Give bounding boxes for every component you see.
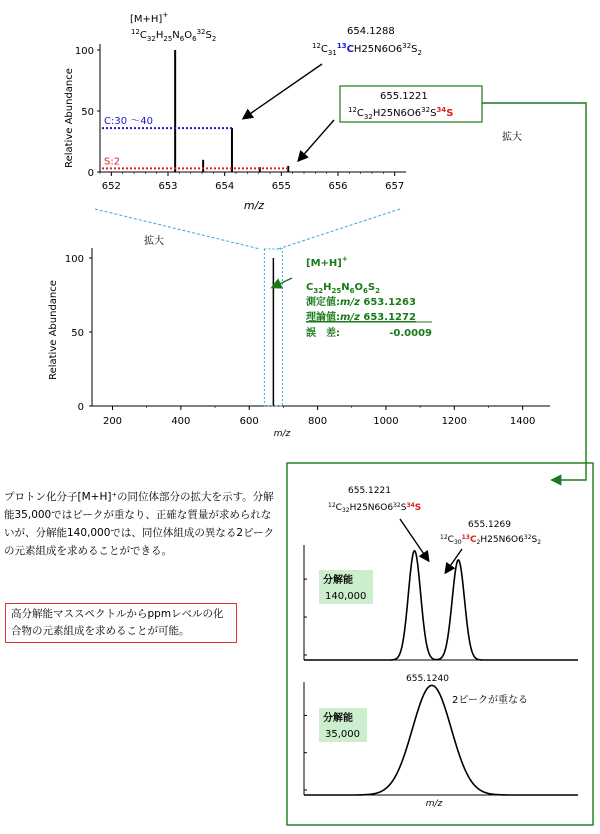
res-high-value: 140,000 xyxy=(325,591,367,602)
top-ion-label: [M+H]+ xyxy=(130,11,169,25)
zoom-merged-note: 2ピークが重なる xyxy=(452,695,528,706)
top-x-tick-label: 657 xyxy=(385,181,405,192)
zoom-merged-mz: 655.1240 xyxy=(406,674,449,684)
mid-x-tick-label: 200 xyxy=(102,416,123,427)
top-ion-formula: $^{12}C_{32}H_{25}N_6O_6^{32}S_2$ xyxy=(131,28,217,43)
mid-ann-theory: 理論値:m/z 653.1272 xyxy=(306,312,416,323)
zoom-peakB-mz: 655.1269 xyxy=(468,520,511,530)
mid-chart-xlabel: m/z xyxy=(273,429,291,439)
top-peak1-formula: $^{12}C_{31}^{13}CH25N6O6^{32}S_2$ xyxy=(312,42,422,57)
res-high-label: 分解能 xyxy=(323,575,353,586)
top-x-tick-label: 655 xyxy=(271,181,291,192)
description-text: プロトン化分子[M+H]⁺の同位体部分の拡大を示す。分解能35,000ではピークが重なり、正確な質量が求められないが、分解能140,000では、同位体組成の異なる2ピークの元素組成を求めることができる。 xyxy=(4,491,275,557)
mid-ann-error-value: -0.0009 xyxy=(389,328,432,339)
mid-x-tick-label: 800 xyxy=(308,416,328,427)
mid-ann-formula: $C_{32}H_{25}N_6O_6S_2$ xyxy=(306,282,380,295)
mid-expand-label: 拡大 xyxy=(144,236,164,247)
res-low-value: 35,000 xyxy=(325,729,360,740)
zoom-panel-frame xyxy=(287,463,593,825)
mid-ann-ion: [M+H]+ xyxy=(306,255,348,269)
top-chart-ylabel: Relative Abundance xyxy=(64,68,75,168)
zoom-peakA-formula: $^{12}C_{32}H25N6O6^{32}S^{34}S$ xyxy=(328,502,422,514)
zoom-peakA-arrow xyxy=(400,519,428,560)
top-y-tick-label: 100 xyxy=(74,46,94,57)
expand-line-right xyxy=(278,209,400,249)
mid-chart xyxy=(48,248,550,439)
mid-y-tick-label: 50 xyxy=(71,328,84,339)
summary-note: 高分解能マススペクトルからppmレベルの化合物の元素組成を求めることが可能。 xyxy=(5,603,237,643)
zoom-peakA-mz: 655.1221 xyxy=(348,486,391,496)
top-y-tick-label: 0 xyxy=(87,168,94,179)
top-peak2-arrow xyxy=(299,120,334,160)
top-peak1-mz: 654.1288 xyxy=(347,26,395,37)
top-reference-label: C:30 〜40 xyxy=(104,116,153,128)
expand-line-left xyxy=(95,209,260,249)
top-x-tick-label: 652 xyxy=(101,181,121,192)
top-peak1-arrow xyxy=(244,64,322,118)
mid-x-tick-label: 1000 xyxy=(373,416,399,427)
zoom-panel xyxy=(287,463,593,825)
mid-x-tick-label: 400 xyxy=(171,416,191,427)
mid-chart-ylabel: Relative Abundance xyxy=(48,280,59,380)
top-x-tick-label: 653 xyxy=(158,181,178,192)
mid-y-tick-label: 100 xyxy=(64,254,84,265)
top-y-tick-label: 50 xyxy=(81,107,94,118)
top-peak2-mz: 655.1221 xyxy=(380,91,428,102)
top-reference-label: S:2 xyxy=(104,156,121,168)
top-x-tick-label: 654 xyxy=(215,181,235,192)
top-expand-label-right: 拡大 xyxy=(502,132,522,143)
mid-y-tick-label: 0 xyxy=(77,402,84,413)
top-x-tick-label: 656 xyxy=(328,181,348,192)
zoom-xlabel: m/z xyxy=(425,799,443,809)
mid-ann-measured: 測定値:m/z 653.1263 xyxy=(306,297,416,308)
top-chart xyxy=(64,11,522,247)
mid-ann-error-label: 誤 差: xyxy=(306,328,340,339)
zoom-peakB-formula: $^{12}C_{30}^{13}C_2H25N6O6^{32}S_2$ xyxy=(440,534,542,546)
mid-x-tick-label: 1200 xyxy=(441,416,468,427)
top-peak2-formula: $^{12}C_{32}H25N6O6^{32}S^{34}S$ xyxy=(348,106,454,121)
zoom-high-trace xyxy=(304,551,578,660)
mid-x-tick-label: 1400 xyxy=(509,416,536,427)
mid-x-tick-label: 600 xyxy=(239,416,259,427)
res-low-label: 分解能 xyxy=(323,713,353,724)
top-chart-xlabel: m/z xyxy=(243,199,265,212)
